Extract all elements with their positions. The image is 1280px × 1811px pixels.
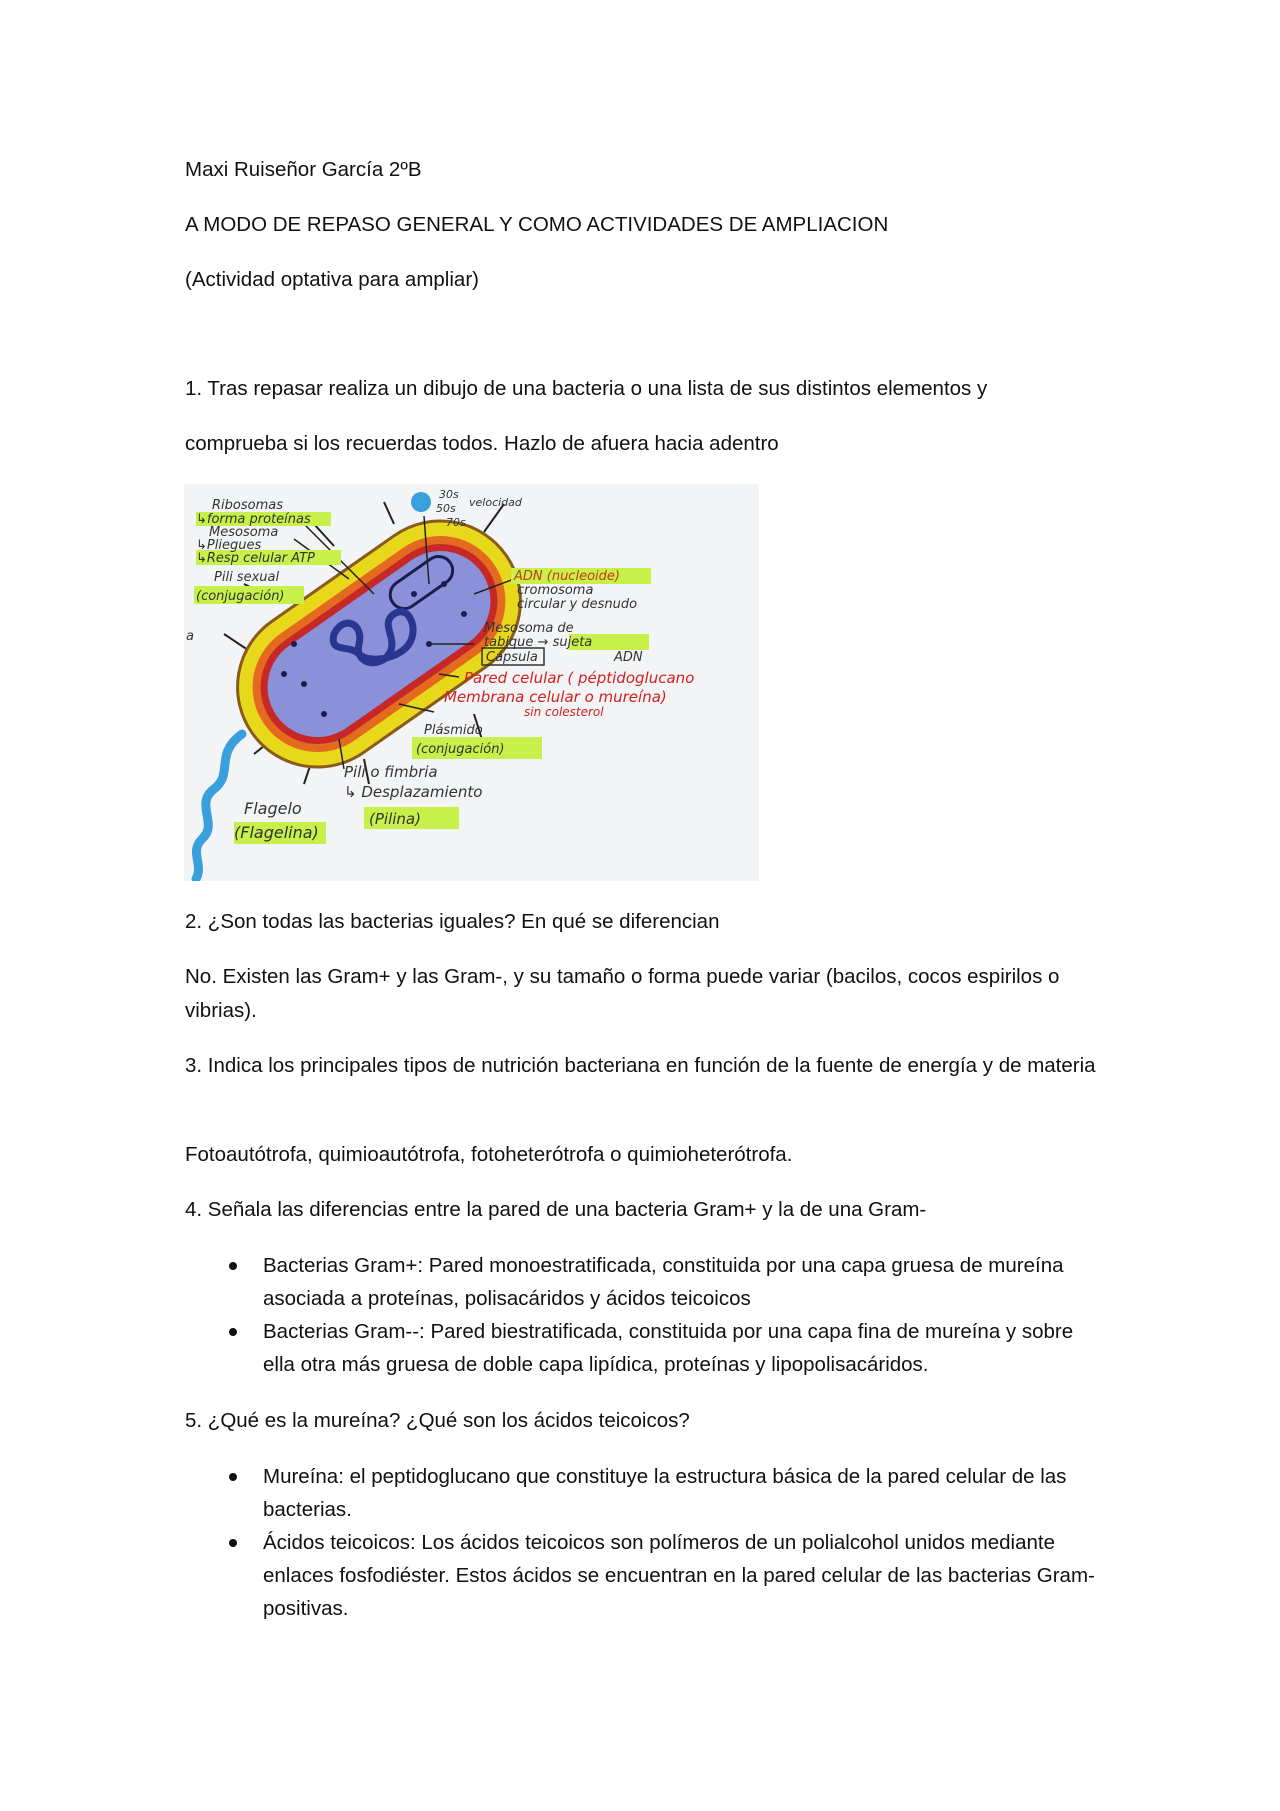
label-ribosomas: Ribosomas bbox=[212, 498, 283, 513]
question-1-line-1: 1. Tras repasar realiza un dibujo de una bacteria o una lista de sus distintos elementos y bbox=[185, 377, 988, 400]
list-item bbox=[185, 1315, 1105, 1381]
label-cromosoma: cromosoma bbox=[517, 583, 594, 598]
list-item-text: Mureína: el peptidoglucano que constituye la estructura básica de la pared celular de las bacterias. bbox=[263, 1465, 1067, 1521]
label-mesosoma-de: Mesosoma de bbox=[484, 621, 574, 636]
label-forma-proteinas: ↳forma proteínas bbox=[196, 512, 311, 527]
list-item bbox=[185, 1249, 1105, 1315]
label-velocidad: velocidad bbox=[469, 496, 522, 509]
label-membrana: Membrana celular o mureína) bbox=[444, 688, 667, 706]
label-adn-2: ADN bbox=[614, 650, 643, 665]
label-pliegues: ↳Pliegues bbox=[196, 538, 262, 553]
label-sin-colesterol: sin colesterol bbox=[524, 705, 604, 719]
bacteria-illustration bbox=[184, 484, 759, 881]
question-5: 5. ¿Qué es la mureína? ¿Qué son los ácidos teicoicos? bbox=[185, 1409, 690, 1432]
list-item-text: Bacterias Gram+: Pared monoestratificada, constituida por una capa gruesa de mureína asociada a proteínas, polisacáridos y ácidos teicoicos bbox=[263, 1254, 1064, 1310]
list-item bbox=[185, 1460, 1105, 1526]
answer-2: No. Existen las Gram+ y las Gram-, y su tamaño o forma puede variar (bacilos, cocos espirilos o vibrias). bbox=[185, 965, 1060, 1022]
bullet-icon bbox=[229, 1262, 237, 1270]
list-item-text: Ácidos teicoicos: Los ácidos teicoicos son polímeros de un polialcohol unidos mediante enlaces fosfodiéster. Estos ácidos se encuentran en la pared celular de las bacterias Gram-positivas. bbox=[263, 1531, 1095, 1620]
label-conjugacion-1: (conjugación) bbox=[196, 589, 285, 604]
author-line: Maxi Ruiseñor García 2ºB bbox=[185, 158, 422, 181]
label-flagelina: (Flagelina) bbox=[234, 823, 319, 842]
question-4-list bbox=[185, 1249, 1105, 1381]
bullet-icon bbox=[229, 1473, 237, 1481]
label-70s: 70s bbox=[446, 516, 466, 529]
label-pared: Pared celular ( péptidoglucano bbox=[464, 669, 695, 687]
list-item-text: Bacterias Gram--: Pared biestratificada, constituida por una capa fina de mureína y sobre ella otra más gruesa de doble capa lipídica, proteínas y lipopolisacáridos. bbox=[263, 1320, 1074, 1376]
label-tabique: tabique → sujeta bbox=[484, 635, 593, 650]
label-mesosoma: Mesosoma bbox=[209, 525, 279, 540]
question-1-line-2: comprueba si los recuerdas todos. Hazlo de afuera hacia adentro bbox=[185, 432, 779, 455]
label-pili-fimbria: Pili o fimbria bbox=[344, 763, 438, 781]
label-desplazamiento: ↳ Desplazamiento bbox=[344, 783, 483, 801]
ribosome-icon bbox=[411, 492, 431, 512]
answer-3: Fotoautótrofa, quimioautótrofa, fotoheterótrofa o quimioheterótrofa. bbox=[185, 1143, 793, 1166]
label-plasmido: Plásmido bbox=[424, 723, 483, 738]
question-5-list bbox=[185, 1460, 1105, 1625]
label-edge-a: a bbox=[186, 629, 194, 644]
label-capsula: Cápsula bbox=[486, 650, 538, 665]
bullet-icon bbox=[229, 1539, 237, 1547]
label-30s: 30s bbox=[439, 488, 459, 501]
label-adn: ADN (nucleoide) bbox=[514, 569, 620, 584]
label-resp-celular: ↳Resp celular ATP bbox=[196, 551, 315, 566]
question-2: 2. ¿Son todas las bacterias iguales? En qué se diferencian bbox=[185, 910, 720, 933]
question-4: 4. Señala las diferencias entre la pared de una bacteria Gram+ y la de una Gram- bbox=[185, 1198, 927, 1221]
label-conjugacion-2: (conjugación) bbox=[416, 742, 505, 757]
label-50s: 50s bbox=[436, 502, 456, 515]
list-item bbox=[185, 1526, 1105, 1625]
bacteria-drawing bbox=[184, 484, 759, 881]
label-flagelo: Flagelo bbox=[244, 799, 302, 818]
label-pili-sexual: Pili sexual bbox=[214, 570, 280, 585]
question-3: 3. Indica los principales tipos de nutrición bacteriana en función de la fuente de energía y de materia bbox=[185, 1054, 1096, 1077]
document-title: A MODO DE REPASO GENERAL Y COMO ACTIVIDADES DE AMPLIACION bbox=[185, 213, 889, 236]
label-circular: circular y desnudo bbox=[517, 597, 638, 612]
bullet-icon bbox=[229, 1328, 237, 1336]
document-subtitle: (Actividad optativa para ampliar) bbox=[185, 268, 479, 291]
label-pilina: (Pilina) bbox=[369, 810, 421, 828]
